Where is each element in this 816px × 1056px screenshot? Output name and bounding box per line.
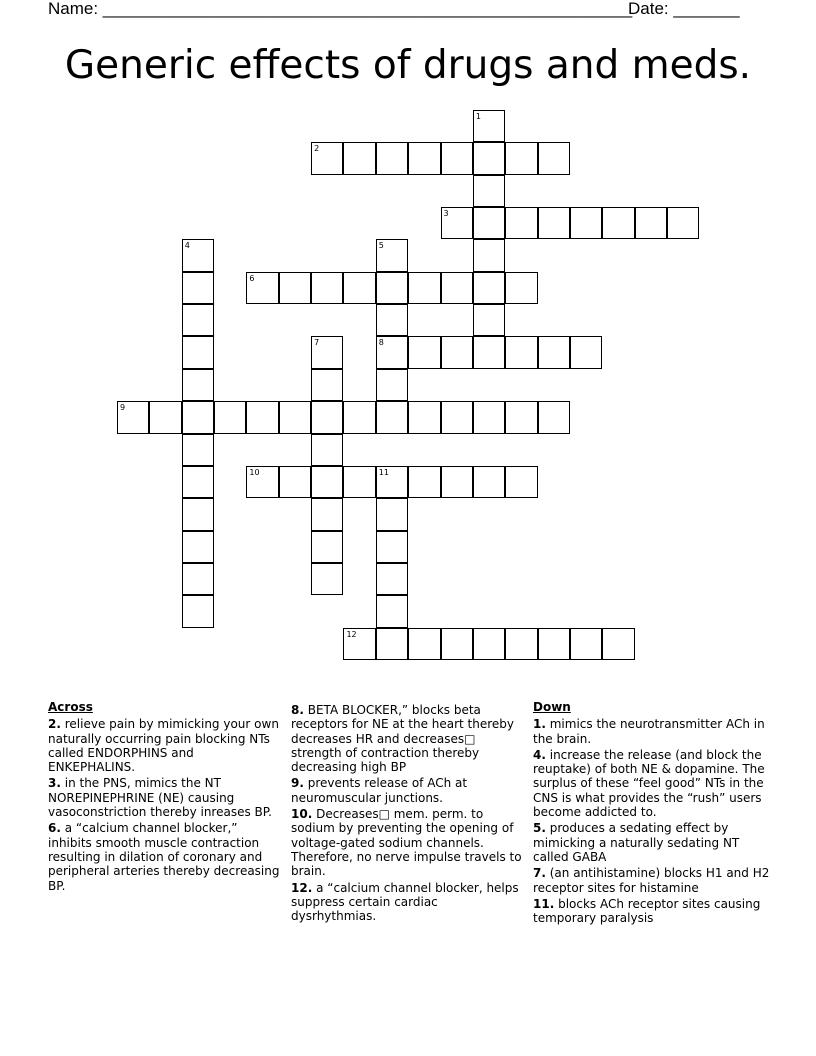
grid-cell[interactable] (311, 434, 343, 466)
grid-cell[interactable] (311, 142, 343, 174)
across-clue (48, 821, 284, 892)
grid-cell[interactable] (441, 142, 473, 174)
grid-cell[interactable] (505, 207, 537, 239)
clue-number: 7 (314, 338, 320, 348)
grid-cell[interactable] (473, 628, 505, 660)
grid-cell[interactable] (505, 628, 537, 660)
clue-number: 6 (249, 273, 255, 283)
grid-cell[interactable] (441, 401, 473, 433)
grid-cell[interactable] (408, 401, 440, 433)
grid-cell[interactable] (214, 401, 246, 433)
grid-cell[interactable] (343, 628, 375, 660)
grid-cell[interactable] (182, 466, 214, 498)
grid-cell[interactable] (311, 272, 343, 304)
grid-cell[interactable] (570, 336, 602, 368)
clue-number-label: 8. (291, 703, 304, 717)
grid-cell[interactable] (246, 272, 278, 304)
grid-cell[interactable] (570, 628, 602, 660)
grid-cell[interactable] (538, 336, 570, 368)
clue-number: 9 (120, 403, 126, 413)
grid-cell[interactable] (473, 239, 505, 271)
grid-cell[interactable] (182, 336, 214, 368)
down-clue (533, 821, 773, 864)
grid-cell[interactable] (408, 272, 440, 304)
grid-cell[interactable] (343, 142, 375, 174)
grid-cell[interactable] (279, 272, 311, 304)
clue-text: increase the release (and block the reuptake) of both NE & dopamine. The surplus of these “feel good” NTs in the CNS is what provides the “rush” users become addicted to. (533, 747, 765, 820)
clue-text: produces a sedating effect by mimicking a naturally sedating NT called GABA (533, 821, 740, 864)
grid-cell[interactable] (473, 336, 505, 368)
clue-number: 5 (378, 241, 384, 251)
grid-cell[interactable] (473, 110, 505, 142)
date-field-label[interactable]: Date: _______ (628, 0, 740, 18)
down-heading: Down (533, 700, 571, 714)
grid-cell[interactable] (376, 369, 408, 401)
clue-number-label: 2. (48, 717, 61, 732)
grid-cell[interactable] (343, 466, 375, 498)
grid-cell[interactable] (473, 272, 505, 304)
clue-number: 10 (249, 467, 260, 477)
grid-cell[interactable] (635, 207, 667, 239)
grid-cell[interactable] (441, 628, 473, 660)
grid-cell[interactable] (376, 401, 408, 433)
grid-cell[interactable] (376, 272, 408, 304)
clue-text: prevents release of ACh at neuromuscular junctions. (291, 776, 468, 805)
grid-cell[interactable] (473, 304, 505, 336)
grid-cell[interactable] (538, 628, 570, 660)
grid-cell[interactable] (182, 563, 214, 595)
clue-text: relieve pain by mimicking your own naturally occurring pain blocking NTs called ENDORPHINS and ENKEPHALINS. (48, 717, 279, 775)
clue-number: 8 (378, 338, 384, 348)
grid-cell[interactable] (505, 336, 537, 368)
clue-number-label: 5. (533, 821, 546, 836)
grid-cell[interactable] (505, 142, 537, 174)
clue-number-label: 7. (533, 866, 546, 881)
grid-cell[interactable] (246, 466, 278, 498)
grid-cell[interactable] (473, 207, 505, 239)
across-clue (291, 776, 523, 805)
clue-number: 11 (378, 467, 389, 477)
grid-cell[interactable] (441, 466, 473, 498)
grid-cell[interactable] (182, 239, 214, 271)
grid-cell[interactable] (117, 401, 149, 433)
grid-cell[interactable] (343, 272, 375, 304)
clue-text: BETA BLOCKER,” blocks beta receptors for NE at the heart thereby decreases HR and decreases□ strength of contraction thereby decreasing high BP (291, 703, 515, 775)
grid-cell[interactable] (311, 563, 343, 595)
grid-cell[interactable] (570, 207, 602, 239)
clue-text: in the PNS, mimics the NT NOREPINEPHRINE (NE) causing vasoconstriction thereby inreases BP. (48, 776, 272, 820)
across-heading: Across (48, 700, 93, 714)
grid-cell[interactable] (182, 595, 214, 627)
grid-cell[interactable] (376, 563, 408, 595)
grid-cell[interactable] (311, 401, 343, 433)
grid-cell[interactable] (376, 304, 408, 336)
grid-cell[interactable] (505, 272, 537, 304)
clue-number-label: 3. (48, 776, 61, 791)
grid-cell[interactable] (246, 401, 278, 433)
clue-number: 1 (475, 112, 481, 121)
grid-cell[interactable] (376, 239, 408, 271)
grid-cell[interactable] (408, 628, 440, 660)
grid-cell[interactable] (182, 434, 214, 466)
clue-text: mimics the neurotransmitter ACh in the brain. (533, 717, 765, 746)
down-clue (533, 866, 773, 895)
grid-cell[interactable] (602, 628, 634, 660)
grid-cell[interactable] (182, 531, 214, 563)
grid-cell[interactable] (376, 466, 408, 498)
grid-cell[interactable] (311, 498, 343, 530)
clue-number-label: 4. (533, 747, 546, 762)
grid-cell[interactable] (279, 401, 311, 433)
grid-cell[interactable] (182, 401, 214, 433)
grid-cell[interactable] (538, 207, 570, 239)
across-clue (48, 717, 284, 774)
clue-number-label: 11. (533, 896, 555, 911)
grid-cell[interactable] (505, 466, 537, 498)
grid-cell[interactable] (441, 336, 473, 368)
across-clue (48, 776, 284, 819)
clue-text: a “calcium channel blocker,” inhibits smooth muscle contraction resulting in dilation of coronary and peripheral arteries thereby decreasing BP. (48, 821, 280, 893)
clue-number: 2 (314, 144, 320, 154)
grid-cell[interactable] (376, 595, 408, 627)
across-clue (291, 881, 523, 924)
across-clue (291, 703, 523, 774)
grid-cell[interactable] (182, 304, 214, 336)
grid-cell[interactable] (311, 336, 343, 368)
clue-number: 12 (346, 629, 357, 639)
name-field-label[interactable]: Name: ________________________________________________________ (48, 0, 633, 18)
clue-column-1 (48, 700, 284, 895)
grid-cell[interactable] (311, 369, 343, 401)
clue-number: 4 (184, 241, 190, 251)
grid-cell[interactable] (505, 401, 537, 433)
grid-cell[interactable] (149, 401, 181, 433)
grid-cell[interactable] (376, 531, 408, 563)
down-clue (533, 717, 773, 746)
down-clue (533, 748, 773, 819)
across-clue (291, 807, 523, 878)
clue-text: Decreases□ mem. perm. to sodium by preventing the opening of voltage-gated sodium channels. Therefore, no nerve impulse travels to brain. (291, 807, 522, 879)
grid-cell[interactable] (376, 142, 408, 174)
grid-cell[interactable] (408, 336, 440, 368)
clue-column-3 (533, 700, 773, 927)
clue-text: a “calcium channel blocker, helps suppress certain cardiac dysrhythmias. (291, 880, 519, 924)
grid-cell[interactable] (311, 531, 343, 563)
clue-text: (an antihistamine) blocks H1 and H2 receptor sites for histamine (533, 866, 770, 895)
grid-cell[interactable] (376, 628, 408, 660)
grid-cell[interactable] (408, 142, 440, 174)
grid-cell[interactable] (311, 466, 343, 498)
grid-cell[interactable] (538, 142, 570, 174)
grid-cell[interactable] (538, 401, 570, 433)
clue-column-2 (291, 703, 523, 925)
clue-number-label: 1. (533, 717, 546, 732)
grid-cell[interactable] (376, 498, 408, 530)
grid-cell[interactable] (408, 466, 440, 498)
grid-cell[interactable] (441, 207, 473, 239)
clue-number-label: 10. (291, 807, 313, 822)
grid-cell[interactable] (182, 498, 214, 530)
clue-number-label: 9. (291, 776, 304, 791)
header (48, 0, 748, 20)
grid-cell[interactable] (473, 401, 505, 433)
grid-cell[interactable] (602, 207, 634, 239)
grid-cell[interactable] (279, 466, 311, 498)
grid-cell[interactable] (667, 207, 699, 239)
clue-number-label: 6. (48, 821, 61, 836)
page-title: Generic effects of drugs and meds. (64, 43, 752, 88)
down-clue (533, 897, 773, 926)
clue-number: 3 (443, 209, 449, 219)
grid-cell[interactable] (376, 336, 408, 368)
clue-number-label: 12. (291, 880, 313, 895)
grid-cell[interactable] (473, 175, 505, 207)
grid-cell[interactable] (182, 272, 214, 304)
grid-cell[interactable] (441, 272, 473, 304)
grid-cell[interactable] (473, 142, 505, 174)
grid-cell[interactable] (182, 369, 214, 401)
clue-text: blocks ACh receptor sites causing temporary paralysis (533, 896, 761, 926)
grid-cell[interactable] (473, 466, 505, 498)
grid-cell[interactable] (343, 401, 375, 433)
